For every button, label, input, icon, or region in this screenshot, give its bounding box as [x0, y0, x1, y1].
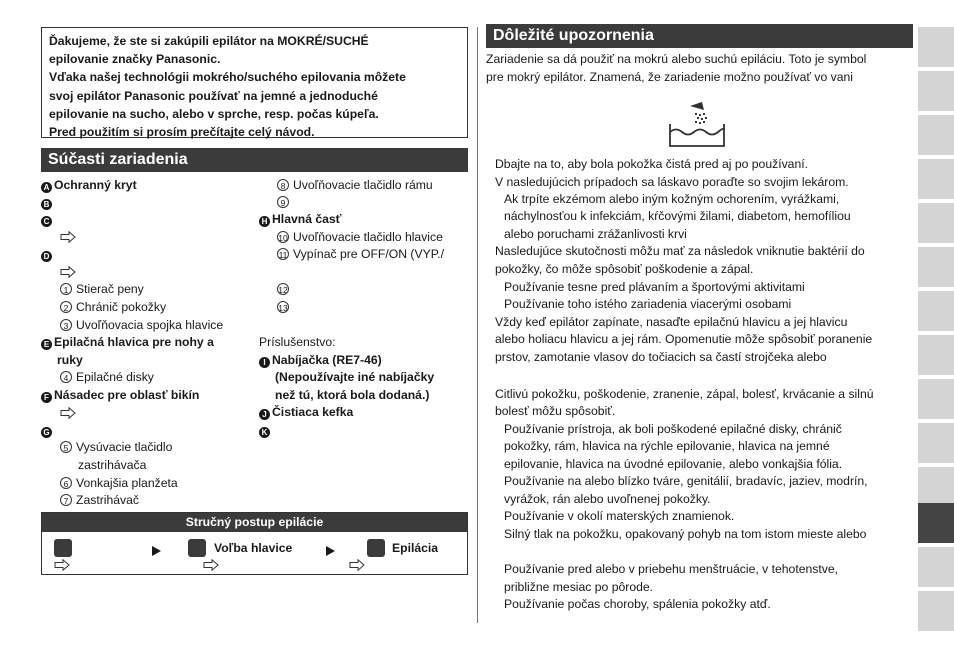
warnings-section-title: Dôležité upozornenia	[486, 24, 913, 48]
badge-i: I	[259, 357, 270, 368]
badge-a: A	[41, 182, 52, 193]
side-tab[interactable]	[918, 203, 954, 243]
warnings-line: Nasledujúce skutočnosti môžu mať za následok vniknutie baktérií do	[495, 244, 865, 258]
intro-line: epilovanie na sucho, alebo v sprche, resp. počas kúpeľa.	[49, 106, 379, 121]
side-tab-active[interactable]	[918, 503, 954, 543]
intro-line: Ďakujeme, že ste si zakúpili epilátor na MOKRÉ/SUCHÉ	[49, 34, 369, 48]
side-tab[interactable]	[918, 115, 954, 155]
warnings-line: Používanie tesne pred plávaním a športovými aktivitami	[504, 280, 805, 294]
part-k	[259, 422, 272, 439]
subpart-1	[60, 281, 144, 298]
warnings-line: vyrážok, rán alebo uvoľnenej pokožky.	[504, 492, 711, 506]
warnings-intro-line: Zariadenie sa dá použiť na mokrú alebo suchú epiláciu. Toto je symbol	[486, 52, 867, 66]
warnings-line: pokožky, rám, hlavica na rýchle epilovanie, hlavica na jemné	[504, 439, 830, 453]
warnings-line: Používanie počas choroby, spálenia pokožky atď.	[504, 597, 771, 611]
bath-shower-icon	[668, 102, 726, 148]
part-i-label: Nabíjačka (RE7-46)	[272, 353, 382, 367]
warnings-line: náchylnosťou k infekciám, kŕčovými žilami, diabetom, hemofíliou	[504, 209, 851, 223]
step-arrow-icon	[326, 546, 335, 556]
warnings-line: pokožky, čo môže spôsobiť poškodenie a zápal.	[495, 262, 754, 276]
subpart-3	[60, 317, 223, 334]
subpart-13	[277, 299, 293, 316]
intro-box	[41, 27, 468, 138]
subpart-4	[60, 369, 154, 386]
part-i-label-cont: (Nepoužívajte iné nabíjačky	[275, 370, 435, 384]
num-5: 5	[60, 441, 72, 453]
subpart-7	[60, 492, 139, 509]
subpart-8	[277, 177, 433, 194]
subpart-9	[277, 194, 293, 211]
warnings-line: Silný tlak na pokožku, opakovaný pohyb na tom istom mieste alebo	[504, 527, 867, 541]
subpart-2	[60, 299, 166, 316]
side-tab[interactable]	[918, 467, 954, 507]
part-b	[41, 194, 54, 211]
column-divider	[477, 27, 478, 623]
arrow-reference-icon	[54, 559, 70, 571]
quick-steps-box	[41, 512, 468, 575]
part-j-label: Čistiaca kefka	[272, 405, 354, 419]
intro-line: svoj epilátor Panasonic používať na jemné a jednoduché	[49, 88, 378, 103]
num-13: 13	[278, 303, 288, 313]
part-d	[41, 246, 54, 263]
side-tab[interactable]	[918, 591, 954, 631]
subpart-4-label: Epilačné disky	[76, 370, 154, 384]
intro-line: Vďaka našej technológii mokrého/suchého epilovania môžete	[49, 70, 406, 85]
part-a-label: Ochranný kryt	[54, 178, 137, 192]
arrow-reference-icon	[60, 266, 76, 278]
arrow-reference-icon	[349, 559, 365, 571]
parts-section-title: Súčasti zariadenia	[41, 148, 468, 172]
part-f	[41, 387, 199, 404]
side-tab[interactable]	[918, 291, 954, 331]
badge-j: J	[259, 409, 270, 420]
num-8: 8	[277, 179, 289, 191]
badge-f: F	[41, 392, 52, 403]
subpart-7-label: Zastrihávač	[76, 493, 139, 507]
warnings-line: Používanie v okolí materských znamienok.	[504, 509, 735, 523]
num-4: 4	[60, 371, 72, 383]
warnings-line: Ak trpíte ekzémom alebo iným kožným ochorením, vyrážkami,	[504, 192, 840, 206]
subpart-11	[277, 246, 444, 263]
subpart-10-label: Uvoľňovacie tlačidlo hlavice	[293, 230, 443, 244]
warnings-line: alebo holiacu hlavicu a jej rám. Opomenutie môže spôsobiť poranenie	[495, 332, 873, 346]
step-3-box	[367, 539, 385, 557]
subpart-1-label: Stierač peny	[76, 282, 144, 296]
subpart-10	[277, 229, 443, 246]
subpart-2-label: Chránič pokožky	[76, 300, 167, 314]
accessories-label: Príslušenstvo:	[259, 335, 336, 349]
intro-line: Pred použitím si prosím prečítajte celý návod.	[49, 125, 315, 140]
num-3: 3	[60, 319, 72, 331]
num-1: 1	[60, 283, 72, 295]
subpart-5-label: Vysúvacie tlačidlo	[76, 440, 173, 454]
quick-steps-title: Stručný postup epilácie	[42, 513, 467, 532]
warnings-intro-line: pre mokrý epilátor. Znamená, že zariadenie možno používať vo vani	[486, 70, 853, 84]
part-a	[41, 177, 137, 194]
num-10: 10	[278, 233, 288, 243]
part-i-label-cont: než tú, ktorá bola dodaná.)	[275, 388, 430, 402]
subpart-6-label: Vonkajšia planžeta	[76, 476, 178, 490]
part-j	[259, 404, 353, 421]
num-9: 9	[277, 196, 289, 208]
num-11: 11	[278, 250, 288, 260]
badge-b: B	[41, 199, 52, 210]
part-e	[41, 334, 214, 351]
warnings-line: približne mesiac po pôrode.	[504, 580, 654, 594]
part-i	[259, 352, 382, 369]
subpart-6	[60, 475, 178, 492]
num-6: 6	[60, 477, 72, 489]
intro-line: epilovanie značky Panasonic.	[49, 52, 221, 67]
side-tab[interactable]	[918, 423, 954, 463]
warnings-line: prstov, zamotanie vlasov do točiacich sa častí strojčeka alebo	[495, 350, 827, 364]
warnings-line: Používanie pred alebo v priebehu menštruácie, v tehotenstve,	[504, 562, 839, 576]
num-12: 12	[278, 285, 288, 295]
badge-h: H	[259, 216, 270, 227]
warnings-line: epilovanie, hlavica na úvodné epilovanie, alebo vonkajšia fólia.	[504, 457, 843, 471]
step-2-label: Voľba hlavice	[214, 541, 293, 555]
warnings-line: Používanie toho istého zariadenia viacerými osobami	[504, 297, 792, 311]
part-h-label: Hlavná časť	[272, 212, 342, 226]
badge-k: K	[259, 427, 270, 438]
part-g	[41, 422, 54, 439]
subpart-12	[277, 281, 293, 298]
warnings-line: V nasledujúcich prípadoch sa láskavo poraďte so svojim lekárom.	[495, 175, 849, 189]
arrow-reference-icon	[60, 231, 76, 243]
step-2-box	[188, 539, 206, 557]
warnings-line: Dbajte na to, aby bola pokožka čistá pred aj po používaní.	[495, 157, 809, 171]
warnings-line: bolesť môžu spôsobiť.	[495, 404, 616, 418]
part-c	[41, 211, 54, 228]
subpart-11-label: Vypínač pre OFF/ON (VYP./	[293, 247, 445, 261]
badge-e: E	[41, 339, 52, 350]
step-arrow-icon	[152, 546, 161, 556]
side-tab[interactable]	[918, 379, 954, 419]
badge-d: D	[41, 251, 52, 262]
side-tab[interactable]	[918, 71, 954, 111]
badge-g: G	[41, 427, 52, 438]
part-e-label: Epilačná hlavica pre nohy a	[54, 335, 214, 349]
arrow-reference-icon	[203, 559, 219, 571]
warnings-line: alebo poruchami zrážanlivosti krvi	[504, 227, 687, 241]
num-2: 2	[60, 301, 72, 313]
arrow-reference-icon	[60, 407, 76, 419]
side-tab[interactable]	[918, 335, 954, 375]
step-1-box	[54, 539, 72, 557]
warnings-line: Vždy keď epilátor zapínate, nasaďte epilačnú hlavicu a jej hlavicu	[495, 315, 848, 329]
part-f-label: Násadec pre oblasť bikín	[54, 388, 200, 402]
warnings-line: Používanie na alebo blízko tváre, genitálií, bradavíc, jaziev, modrín,	[504, 474, 868, 488]
side-tab[interactable]	[918, 247, 954, 287]
subpart-5	[60, 439, 172, 456]
part-e-label-cont: ruky	[57, 353, 83, 367]
side-tab[interactable]	[918, 159, 954, 199]
subpart-5-label-cont: zastrihávača	[78, 458, 147, 472]
subpart-3-label: Uvoľňovacia spojka hlavice	[76, 318, 224, 332]
subpart-8-label: Uvoľňovacie tlačidlo rámu	[293, 178, 433, 192]
warnings-line: Citlivú pokožku, poškodenie, zranenie, zápal, bolesť, krvácanie a silnú	[495, 387, 874, 401]
badge-c: C	[41, 216, 52, 227]
part-h	[259, 211, 342, 228]
warnings-line: Používanie prístroja, ak boli poškodené epilačné disky, chránič	[504, 422, 842, 436]
num-7: 7	[60, 494, 72, 506]
step-3-label: Epilácia	[392, 541, 439, 555]
side-tab[interactable]	[918, 27, 954, 67]
side-tab[interactable]	[918, 547, 954, 587]
